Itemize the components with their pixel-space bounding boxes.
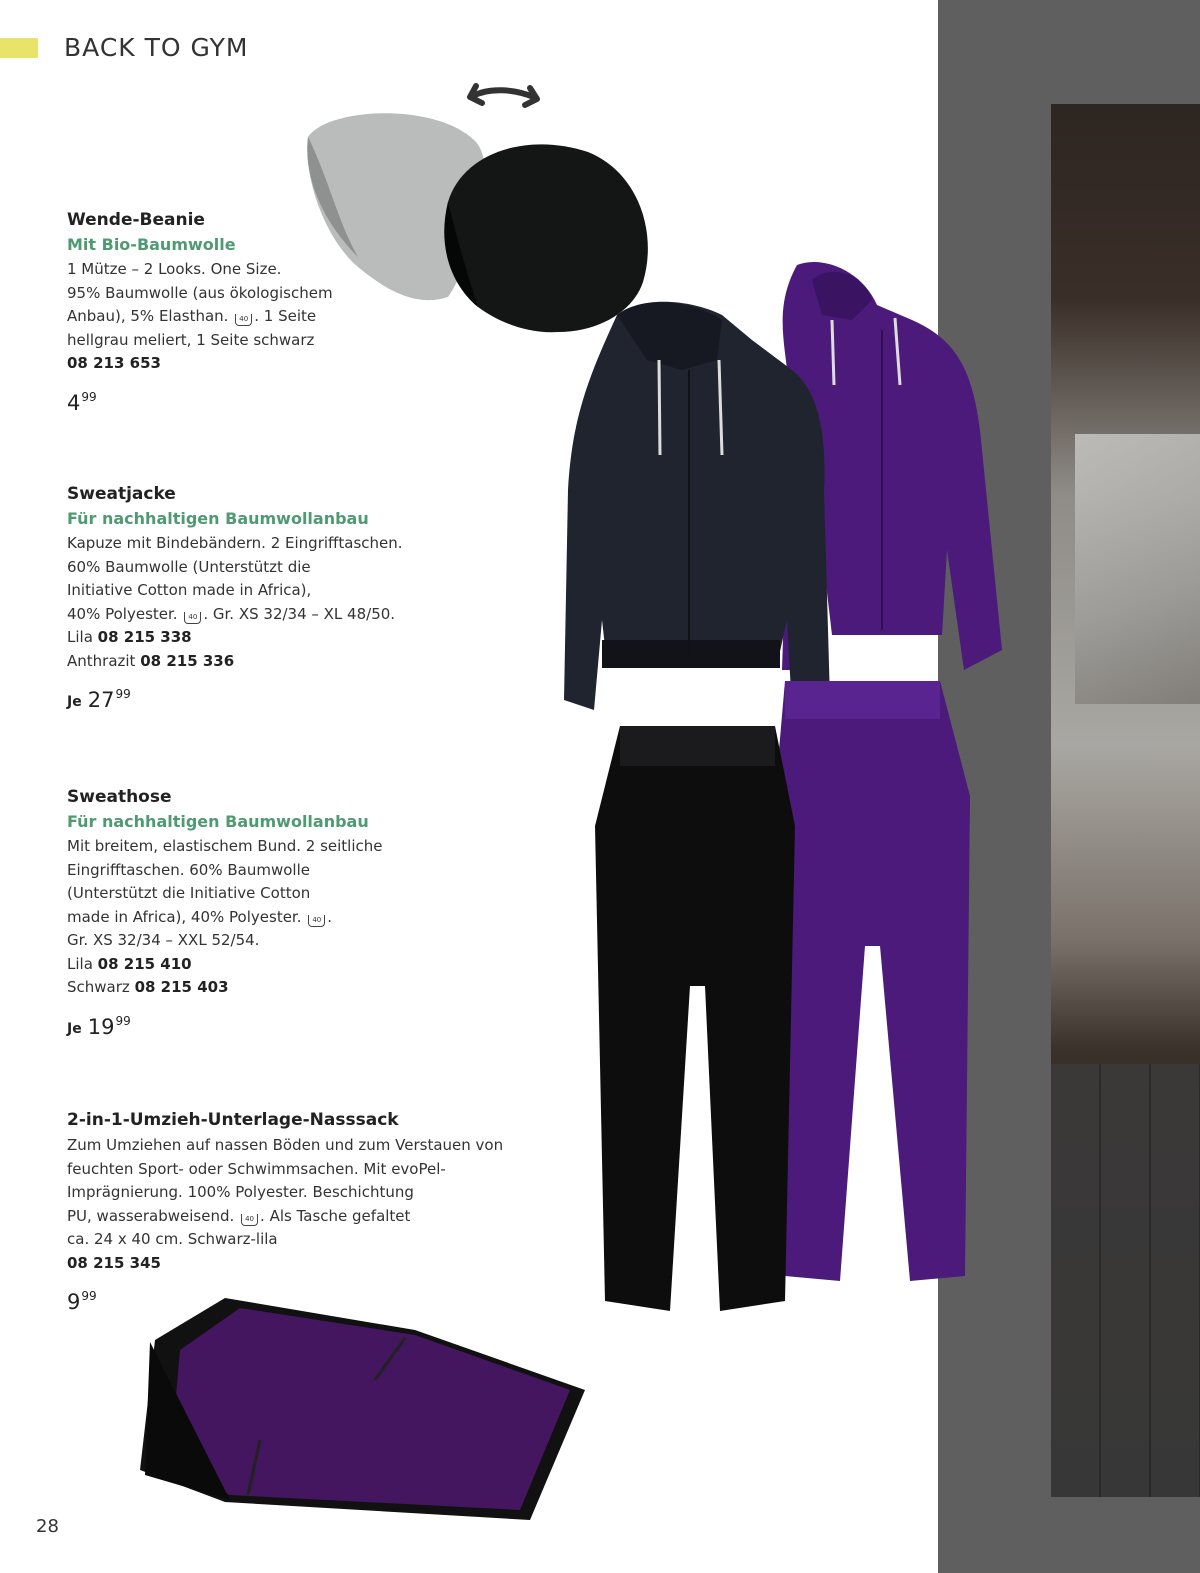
product-desc-text: .	[327, 907, 333, 926]
price-main: 9	[67, 1290, 81, 1314]
product-sweathose	[67, 786, 537, 1042]
price-prefix: Je	[67, 1020, 82, 1037]
product-desc-line: Gr. XS 32/34 – XXL 52/54.	[67, 931, 260, 949]
price	[67, 1283, 537, 1315]
product-subtitle: Für nachhaltigen Baumwollanbau	[67, 509, 369, 528]
product-subtitle: Mit Bio-Baumwolle	[67, 235, 236, 254]
product-name: Wende-Beanie	[67, 210, 205, 230]
article-number: 08 215 338	[97, 628, 192, 646]
price-prefix: Je	[67, 694, 82, 710]
product-desc-line: Eingrifftaschen. 60% Baumwolle	[67, 860, 310, 879]
product-desc-text: made in Africa), 40% Polyester.	[67, 907, 302, 926]
variant-label: Lila	[67, 628, 93, 646]
variant-line	[67, 953, 537, 977]
article-number: 08 215 336	[140, 651, 235, 670]
price	[67, 681, 537, 715]
wash-40-icon: 40	[308, 915, 325, 927]
product-desc-line: 60% Baumwolle (Unterstützt die	[67, 557, 311, 576]
price-cents: 99	[81, 1289, 97, 1303]
product-desc-line: 1 Mütze – 2 Looks. One Size.	[67, 260, 282, 278]
product-name: Sweathose	[67, 787, 172, 807]
product-sweatjacke	[67, 483, 537, 715]
price-main: 19	[87, 1014, 115, 1039]
product-desc-line: hellgrau meliert, 1 Seite schwarz	[67, 330, 315, 349]
price	[67, 1008, 537, 1042]
mat-image	[130, 1290, 590, 1520]
hoodie-image	[562, 260, 1012, 720]
reverse-arrow-icon	[473, 90, 536, 98]
product-desc-line	[67, 603, 537, 627]
page-title: BACK TO GYM	[64, 33, 249, 62]
price-cents: 99	[115, 687, 131, 701]
product-beanie	[67, 209, 537, 416]
product-desc-line: ca. 24 x 40 cm. Schwarz-lila	[67, 1230, 278, 1248]
photo-window	[1075, 434, 1200, 704]
product-desc-text: . Gr. XS 32/34 – XL 48/50.	[203, 604, 396, 623]
interior-photo	[1051, 104, 1200, 1497]
page-number: 28	[36, 1516, 59, 1537]
product-desc-text: . Als Tasche gefaltet	[260, 1206, 411, 1225]
pants-image	[590, 676, 980, 1336]
price-main: 4	[67, 390, 81, 415]
product-desc-line: 95% Baumwolle (aus ökologischem	[67, 283, 333, 302]
photo-floor	[1051, 1064, 1200, 1497]
price-cents: 99	[115, 1013, 131, 1028]
article-number: 08 213 653	[67, 354, 161, 372]
product-desc-line: Zum Umziehen auf nassen Böden und zum Verstauen von	[67, 1136, 504, 1154]
product-name: 2-in-1-Umzieh-Unterlage-Nasssack	[67, 1110, 399, 1130]
variant-label: Schwarz	[67, 978, 130, 996]
price	[67, 384, 537, 416]
product-desc-text: . 1 Seite	[254, 307, 317, 325]
product-name: Sweatjacke	[67, 484, 176, 504]
product-desc-line: Mit breitem, elastischem Bund. 2 seitliche	[67, 837, 383, 855]
product-desc-line	[67, 1205, 537, 1229]
product-desc-line: Initiative Cotton made in Africa),	[67, 581, 312, 599]
variant-line	[67, 626, 537, 650]
section-accent-bar	[0, 38, 38, 58]
price-main: 27	[87, 688, 115, 712]
product-nasssack	[67, 1109, 537, 1315]
product-desc-text: 40% Polyester.	[67, 604, 178, 623]
product-subtitle: Für nachhaltigen Baumwollanbau	[67, 812, 369, 831]
variant-label: Lila	[67, 954, 93, 973]
product-desc-line	[67, 906, 537, 930]
product-desc-line: (Unterstützt die Initiative Cotton	[67, 884, 311, 902]
product-desc-line	[67, 305, 537, 329]
product-desc-text: PU, wasserabweisend.	[67, 1206, 235, 1225]
product-desc-line: feuchten Sport- oder Schwimmsachen. Mit evoPel-	[67, 1159, 446, 1178]
product-desc-line: Imprägnierung. 100% Polyester. Beschichtung	[67, 1183, 414, 1201]
article-number: 08 215 410	[97, 954, 192, 973]
price-cents: 99	[81, 389, 97, 404]
article-number: 08 215 403	[134, 978, 229, 996]
variant-line	[67, 976, 537, 1000]
wash-40-icon: 40	[235, 314, 252, 326]
product-desc-line: Kapuze mit Bindebändern. 2 Eingrifftaschen.	[67, 534, 403, 552]
variant-line	[67, 650, 537, 674]
variant-label: Anthrazit	[67, 651, 136, 670]
wash-40-icon: 40	[241, 1214, 258, 1226]
product-desc-text: Anbau), 5% Elasthan.	[67, 307, 229, 325]
wash-40-icon: 40	[184, 612, 201, 624]
article-number: 08 215 345	[67, 1253, 161, 1272]
